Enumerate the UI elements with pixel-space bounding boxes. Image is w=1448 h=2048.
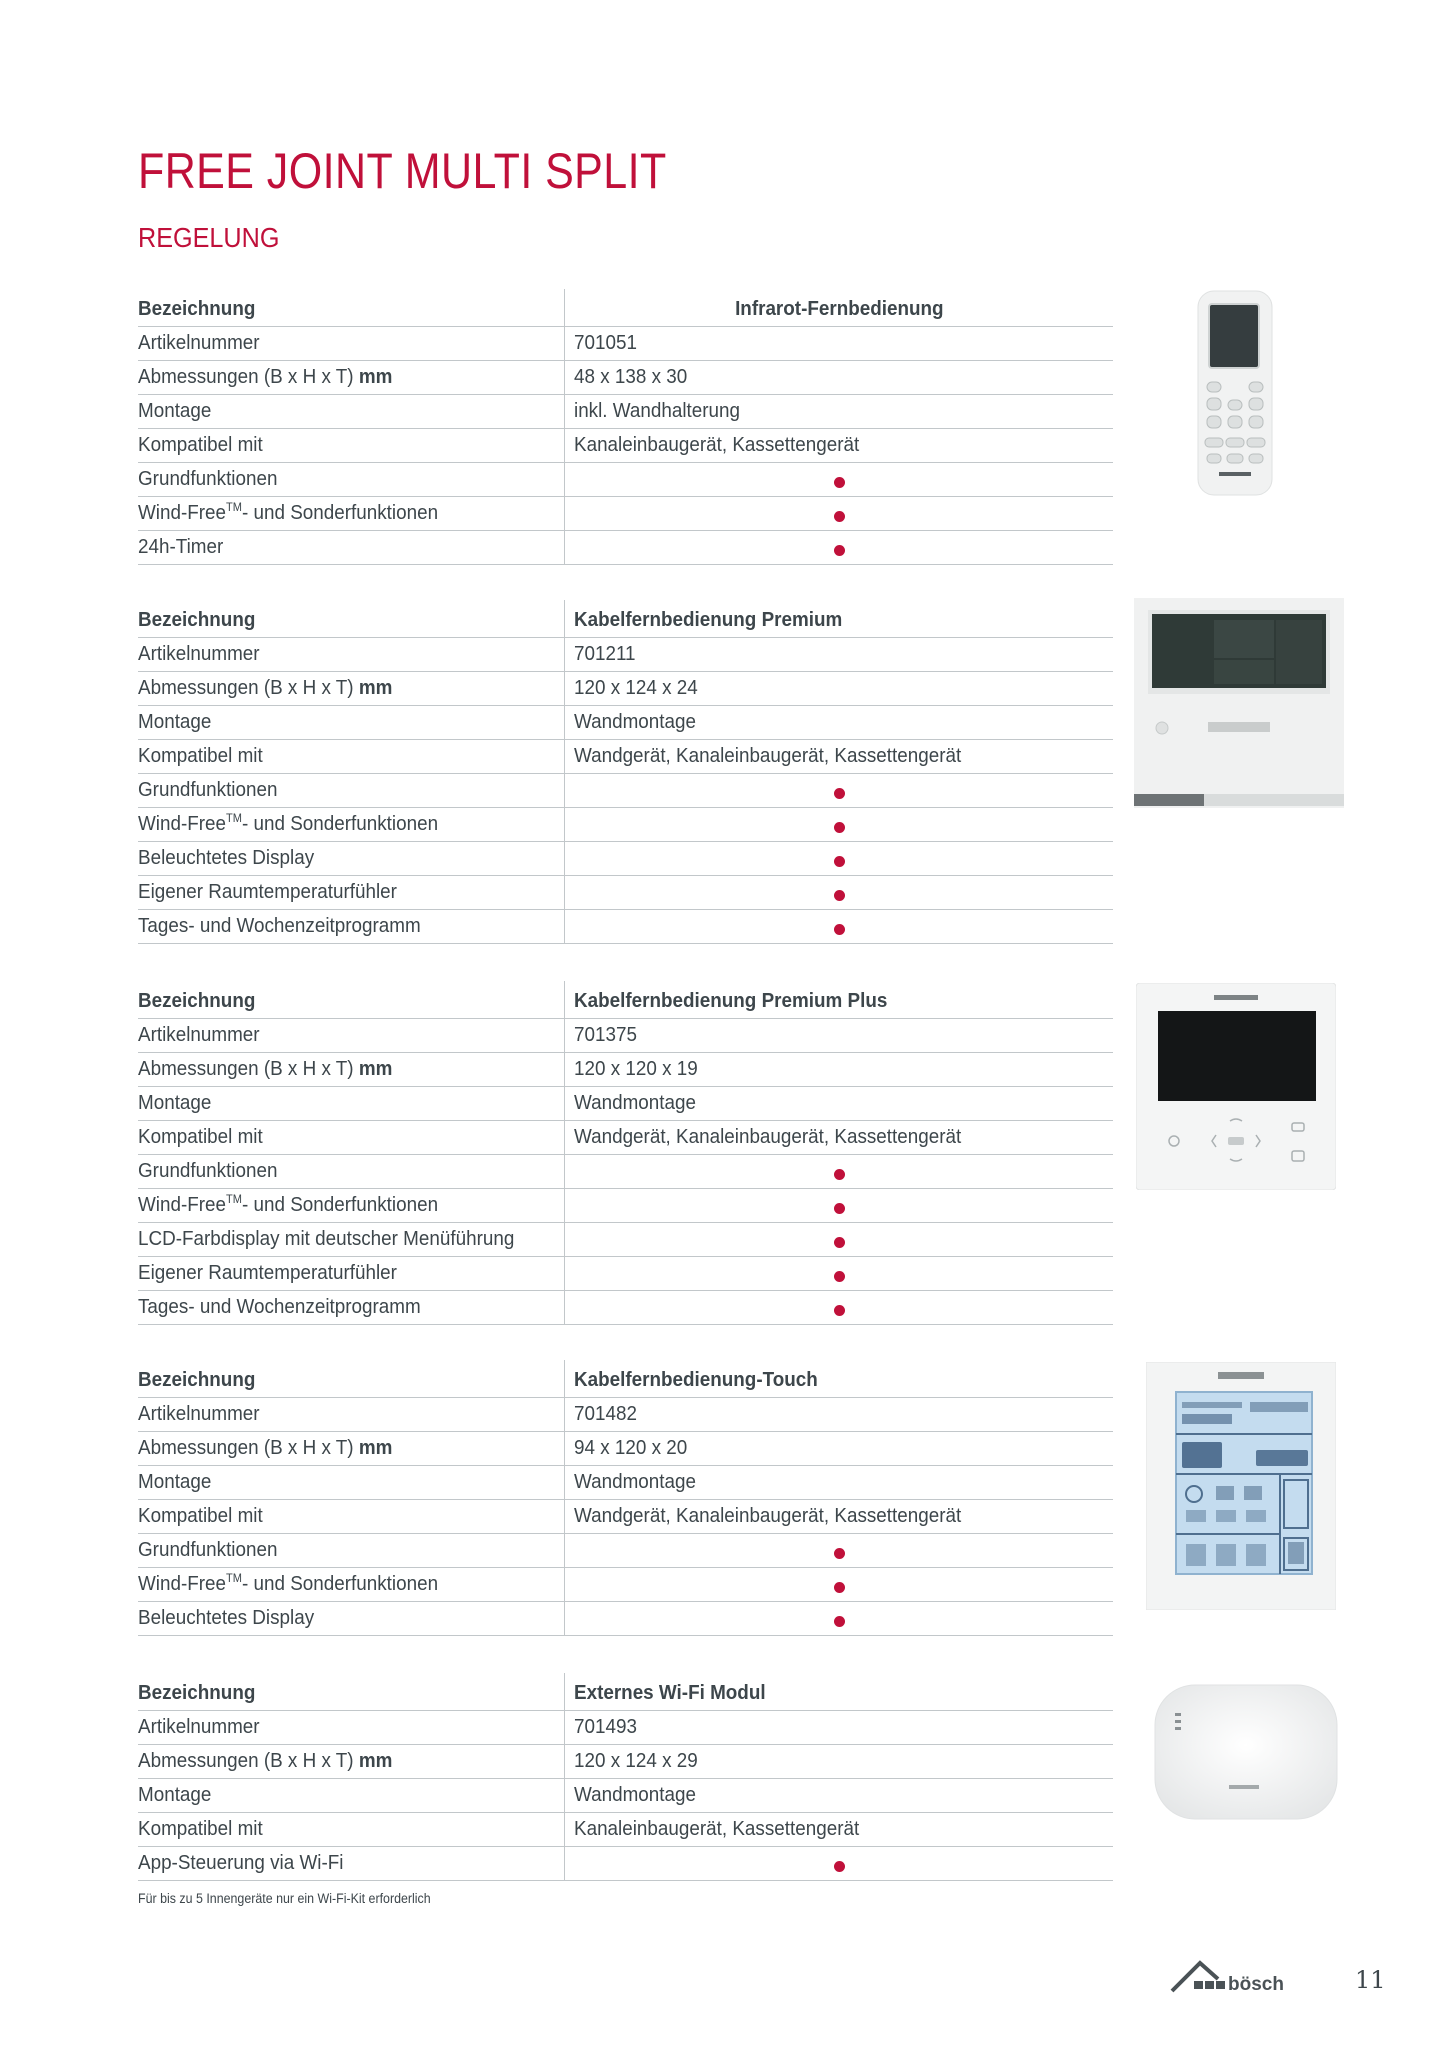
table-row	[138, 1847, 1113, 1881]
spec-table-premium	[138, 600, 1113, 944]
header-label: Bezeichnung	[138, 600, 565, 638]
feature-check	[565, 1291, 1114, 1325]
feature-check	[565, 876, 1114, 910]
row-label: Kompatibel mit	[138, 1813, 565, 1847]
table-header-row	[138, 600, 1113, 638]
row-label: Kompatibel mit	[138, 740, 565, 774]
svg-text:bösch: bösch	[1228, 1974, 1284, 1995]
feature-check	[565, 910, 1114, 944]
feature-check	[565, 1223, 1114, 1257]
row-label: Grundfunktionen	[138, 1155, 565, 1189]
table-row	[138, 1053, 1113, 1087]
table-row	[138, 1155, 1113, 1189]
row-label: Wind-Free™- und Sonderfunktionen	[138, 1568, 565, 1602]
row-label: 24h-Timer	[138, 531, 565, 565]
mounting-value: Wandmontage	[565, 1779, 1114, 1813]
header-label: Bezeichnung	[138, 289, 565, 327]
row-label: Abmessungen (B x H x T) mm	[138, 361, 565, 395]
row-label: Wind-Free™- und Sonderfunktionen	[138, 808, 565, 842]
dimensions-value: 120 x 124 x 24	[565, 672, 1114, 706]
table-row	[138, 910, 1113, 944]
spec-table-touch	[138, 1360, 1113, 1636]
feature-check	[565, 1847, 1114, 1881]
row-label: Eigener Raumtemperaturfühler	[138, 1257, 565, 1291]
check-dot-icon	[834, 477, 845, 488]
product-name: Kabelfernbedienung-Touch	[565, 1360, 1114, 1398]
check-dot-icon	[834, 856, 845, 867]
table-row	[138, 740, 1113, 774]
table-row	[138, 1602, 1113, 1636]
table-row	[138, 463, 1113, 497]
product-name: Kabelfernbedienung Premium	[565, 600, 1114, 638]
row-label: Montage	[138, 1779, 565, 1813]
check-dot-icon	[834, 1271, 845, 1282]
row-label: Montage	[138, 1087, 565, 1121]
row-label: Abmessungen (B x H x T) mm	[138, 1053, 565, 1087]
feature-check	[565, 1257, 1114, 1291]
dimensions-value: 94 x 120 x 20	[565, 1432, 1114, 1466]
feature-check	[565, 497, 1114, 531]
page-number: 11	[1355, 1966, 1386, 1994]
table-row	[138, 1745, 1113, 1779]
spec-table-wifi	[138, 1673, 1113, 1881]
row-label: Beleuchtetes Display	[138, 1602, 565, 1636]
feature-check	[565, 463, 1114, 497]
row-label: Kompatibel mit	[138, 429, 565, 463]
table-row	[138, 876, 1113, 910]
table-row	[138, 808, 1113, 842]
row-label: Wind-Free™- und Sonderfunktionen	[138, 1189, 565, 1223]
row-label: Montage	[138, 395, 565, 429]
row-label: Abmessungen (B x H x T) mm	[138, 1745, 565, 1779]
table-row	[138, 361, 1113, 395]
bosch-logo	[1170, 1955, 1310, 1997]
feature-check	[565, 531, 1114, 565]
row-label: App-Steuerung via Wi-Fi	[138, 1847, 565, 1881]
table-header-row	[138, 289, 1113, 327]
check-dot-icon	[834, 1861, 845, 1872]
feature-check	[565, 1568, 1114, 1602]
footnote: Für bis zu 5 Innengeräte nur ein Wi-Fi-Kit erforderlich	[138, 1891, 431, 1906]
wifi-module-image	[1153, 1683, 1339, 1821]
table-row	[138, 1291, 1113, 1325]
row-label: Artikelnummer	[138, 327, 565, 361]
compatibility-value: Wandgerät, Kanaleinbaugerät, Kassettengerät	[565, 740, 1114, 774]
mounting-value: Wandmontage	[565, 1466, 1114, 1500]
table-row	[138, 1257, 1113, 1291]
product-name: Kabelfernbedienung Premium Plus	[565, 981, 1114, 1019]
article-number: 701493	[565, 1711, 1114, 1745]
check-dot-icon	[834, 1305, 845, 1316]
row-label: Grundfunktionen	[138, 774, 565, 808]
spec-table-infrarot	[138, 289, 1113, 565]
check-dot-icon	[834, 1169, 845, 1180]
table-row	[138, 1500, 1113, 1534]
infrared-remote-image	[1197, 290, 1273, 496]
row-label: Kompatibel mit	[138, 1500, 565, 1534]
check-dot-icon	[834, 1237, 845, 1248]
row-label: Kompatibel mit	[138, 1121, 565, 1155]
header-label: Bezeichnung	[138, 981, 565, 1019]
table-row	[138, 429, 1113, 463]
table-row	[138, 531, 1113, 565]
check-dot-icon	[834, 511, 845, 522]
table-row	[138, 638, 1113, 672]
row-label: Artikelnummer	[138, 638, 565, 672]
header-label: Bezeichnung	[138, 1360, 565, 1398]
table-row	[138, 842, 1113, 876]
table-row	[138, 1019, 1113, 1053]
table-header-row	[138, 981, 1113, 1019]
mounting-value: inkl. Wandhalterung	[565, 395, 1114, 429]
premium-controller-image	[1134, 598, 1344, 808]
table-row	[138, 1398, 1113, 1432]
dimensions-value: 120 x 124 x 29	[565, 1745, 1114, 1779]
mounting-value: Wandmontage	[565, 706, 1114, 740]
table-row	[138, 672, 1113, 706]
row-label: Montage	[138, 1466, 565, 1500]
table-row	[138, 1223, 1113, 1257]
row-label: Tages- und Wochenzeitprogramm	[138, 910, 565, 944]
feature-check	[565, 1602, 1114, 1636]
touch-controller-image	[1146, 1362, 1336, 1610]
row-label: Abmessungen (B x H x T) mm	[138, 672, 565, 706]
row-label: Artikelnummer	[138, 1711, 565, 1745]
row-label: Grundfunktionen	[138, 463, 565, 497]
section-subtitle: REGELUNG	[138, 222, 280, 253]
table-row	[138, 1568, 1113, 1602]
row-label: LCD-Farbdisplay mit deutscher Menüführung	[138, 1223, 565, 1257]
table-row	[138, 1711, 1113, 1745]
row-label: Tages- und Wochenzeitprogramm	[138, 1291, 565, 1325]
feature-check	[565, 842, 1114, 876]
row-label: Eigener Raumtemperaturfühler	[138, 876, 565, 910]
spec-table-premium-plus	[138, 981, 1113, 1325]
table-row	[138, 497, 1113, 531]
table-row	[138, 1466, 1113, 1500]
product-name: Infrarot-Fernbedienung	[565, 289, 1114, 327]
article-number: 701375	[565, 1019, 1114, 1053]
mounting-value: Wandmontage	[565, 1087, 1114, 1121]
table-row	[138, 706, 1113, 740]
compatibility-value: Kanaleinbaugerät, Kassettengerät	[565, 1813, 1114, 1847]
table-header-row	[138, 1673, 1113, 1711]
feature-check	[565, 1189, 1114, 1223]
row-label: Artikelnummer	[138, 1398, 565, 1432]
check-dot-icon	[834, 1203, 845, 1214]
article-number: 701051	[565, 327, 1114, 361]
premium-plus-controller-image	[1136, 983, 1336, 1190]
check-dot-icon	[834, 924, 845, 935]
feature-check	[565, 808, 1114, 842]
check-dot-icon	[834, 890, 845, 901]
article-number: 701211	[565, 638, 1114, 672]
row-label: Grundfunktionen	[138, 1534, 565, 1568]
check-dot-icon	[834, 1582, 845, 1593]
feature-check	[565, 1155, 1114, 1189]
table-row	[138, 327, 1113, 361]
header-label: Bezeichnung	[138, 1673, 565, 1711]
compatibility-value: Wandgerät, Kanaleinbaugerät, Kassettengerät	[565, 1121, 1114, 1155]
feature-check	[565, 1534, 1114, 1568]
row-label: Wind-Free™- und Sonderfunktionen	[138, 497, 565, 531]
page-title: FREE JOINT MULTI SPLIT	[138, 143, 667, 199]
check-dot-icon	[834, 1548, 845, 1559]
table-row	[138, 395, 1113, 429]
table-row	[138, 1779, 1113, 1813]
row-label: Abmessungen (B x H x T) mm	[138, 1432, 565, 1466]
table-row	[138, 774, 1113, 808]
table-row	[138, 1087, 1113, 1121]
dimensions-value: 120 x 120 x 19	[565, 1053, 1114, 1087]
check-dot-icon	[834, 1616, 845, 1627]
compatibility-value: Kanaleinbaugerät, Kassettengerät	[565, 429, 1114, 463]
check-dot-icon	[834, 822, 845, 833]
compatibility-value: Wandgerät, Kanaleinbaugerät, Kassettengerät	[565, 1500, 1114, 1534]
table-row	[138, 1813, 1113, 1847]
row-label: Montage	[138, 706, 565, 740]
row-label: Beleuchtetes Display	[138, 842, 565, 876]
product-name: Externes Wi-Fi Modul	[565, 1673, 1114, 1711]
table-row	[138, 1189, 1113, 1223]
dimensions-value: 48 x 138 x 30	[565, 361, 1114, 395]
table-row	[138, 1121, 1113, 1155]
row-label: Artikelnummer	[138, 1019, 565, 1053]
check-dot-icon	[834, 545, 845, 556]
article-number: 701482	[565, 1398, 1114, 1432]
table-header-row	[138, 1360, 1113, 1398]
check-dot-icon	[834, 788, 845, 799]
table-row	[138, 1534, 1113, 1568]
feature-check	[565, 774, 1114, 808]
table-row	[138, 1432, 1113, 1466]
